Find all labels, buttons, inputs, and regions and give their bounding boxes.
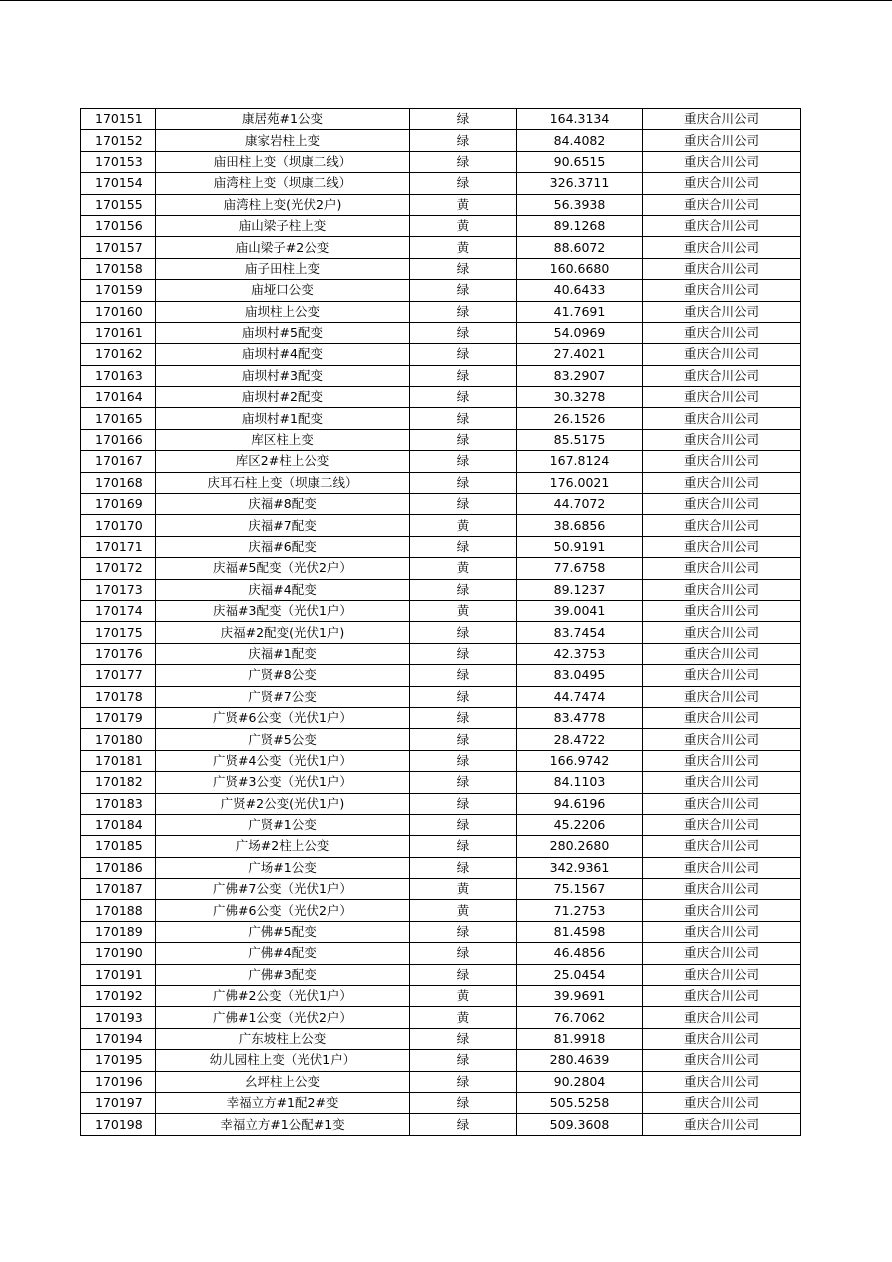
- row-id-cell: 170191: [81, 964, 156, 985]
- row-id-cell: 170170: [81, 515, 156, 536]
- status-cell: 黄: [410, 215, 517, 236]
- table-row: [81, 814, 801, 835]
- station-name-cell: 庆福#3配变（光伏1户）: [156, 600, 410, 621]
- table-row: [81, 322, 801, 343]
- company-cell: 重庆合川公司: [643, 750, 801, 771]
- row-id-cell: 170174: [81, 600, 156, 621]
- station-name-cell: 幸福立方#1公配#1变: [156, 1114, 410, 1135]
- value-cell: 505.5258: [517, 1092, 643, 1113]
- company-cell: 重庆合川公司: [643, 1050, 801, 1071]
- station-name-cell: 广贤#3公变（光伏1户）: [156, 772, 410, 793]
- value-cell: 326.3711: [517, 173, 643, 194]
- value-cell: 83.0495: [517, 665, 643, 686]
- row-id-cell: 170165: [81, 408, 156, 429]
- value-cell: 30.3278: [517, 387, 643, 408]
- value-cell: 81.9918: [517, 1028, 643, 1049]
- table-row: [81, 130, 801, 151]
- row-id-cell: 170179: [81, 707, 156, 728]
- status-cell: 绿: [410, 130, 517, 151]
- company-cell: 重庆合川公司: [643, 686, 801, 707]
- station-name-cell: 庙山梁子柱上变: [156, 215, 410, 236]
- company-cell: 重庆合川公司: [643, 707, 801, 728]
- status-cell: 绿: [410, 814, 517, 835]
- table-row: [81, 365, 801, 386]
- table-row: [81, 387, 801, 408]
- company-cell: 重庆合川公司: [643, 365, 801, 386]
- table-row: [81, 986, 801, 1007]
- row-id-cell: 170197: [81, 1092, 156, 1113]
- row-id-cell: 170157: [81, 237, 156, 258]
- company-cell: 重庆合川公司: [643, 879, 801, 900]
- table-row: [81, 472, 801, 493]
- row-id-cell: 170161: [81, 322, 156, 343]
- row-id-cell: 170195: [81, 1050, 156, 1071]
- company-cell: 重庆合川公司: [643, 579, 801, 600]
- station-name-cell: 广佛#3配变: [156, 964, 410, 985]
- table-row: [81, 1071, 801, 1092]
- status-cell: 绿: [410, 622, 517, 643]
- row-id-cell: 170184: [81, 814, 156, 835]
- table-row: [81, 515, 801, 536]
- value-cell: 89.1237: [517, 579, 643, 600]
- value-cell: 83.4778: [517, 707, 643, 728]
- company-cell: 重庆合川公司: [643, 814, 801, 835]
- row-id-cell: 170169: [81, 494, 156, 515]
- row-id-cell: 170183: [81, 793, 156, 814]
- company-cell: 重庆合川公司: [643, 558, 801, 579]
- table-row: [81, 1092, 801, 1113]
- row-id-cell: 170162: [81, 344, 156, 365]
- company-cell: 重庆合川公司: [643, 237, 801, 258]
- transformer-table: [80, 108, 801, 1136]
- row-id-cell: 170171: [81, 536, 156, 557]
- company-cell: 重庆合川公司: [643, 408, 801, 429]
- row-id-cell: 170190: [81, 943, 156, 964]
- company-cell: 重庆合川公司: [643, 536, 801, 557]
- status-cell: 黄: [410, 986, 517, 1007]
- table-row: [81, 558, 801, 579]
- row-id-cell: 170167: [81, 451, 156, 472]
- company-cell: 重庆合川公司: [643, 472, 801, 493]
- station-name-cell: 庆福#7配变: [156, 515, 410, 536]
- company-cell: 重庆合川公司: [643, 600, 801, 621]
- table-row: [81, 215, 801, 236]
- station-name-cell: 广场#1公变: [156, 857, 410, 878]
- station-name-cell: 广贤#7公变: [156, 686, 410, 707]
- row-id-cell: 170155: [81, 194, 156, 215]
- status-cell: 绿: [410, 151, 517, 172]
- status-cell: 绿: [410, 943, 517, 964]
- value-cell: 77.6758: [517, 558, 643, 579]
- status-cell: 黄: [410, 600, 517, 621]
- station-name-cell: 庆耳石柱上变（坝康二线）: [156, 472, 410, 493]
- status-cell: 绿: [410, 322, 517, 343]
- company-cell: 重庆合川公司: [643, 344, 801, 365]
- station-name-cell: 庙坝村#1配变: [156, 408, 410, 429]
- value-cell: 167.8124: [517, 451, 643, 472]
- row-id-cell: 170188: [81, 900, 156, 921]
- table-row: [81, 194, 801, 215]
- company-cell: 重庆合川公司: [643, 151, 801, 172]
- station-name-cell: 广佛#6公变（光伏2户）: [156, 900, 410, 921]
- company-cell: 重庆合川公司: [643, 215, 801, 236]
- station-name-cell: 广场#2柱上公变: [156, 836, 410, 857]
- station-name-cell: 庙湾柱上变(光伏2户): [156, 194, 410, 215]
- value-cell: 342.9361: [517, 857, 643, 878]
- station-name-cell: 庙湾柱上变（坝康二线）: [156, 173, 410, 194]
- station-name-cell: 庙垭口公变: [156, 280, 410, 301]
- status-cell: 绿: [410, 686, 517, 707]
- row-id-cell: 170172: [81, 558, 156, 579]
- row-id-cell: 170168: [81, 472, 156, 493]
- station-name-cell: 庆福#5配变（光伏2户）: [156, 558, 410, 579]
- value-cell: 42.3753: [517, 643, 643, 664]
- station-name-cell: 康居苑#1公变: [156, 109, 410, 130]
- table-row: [81, 258, 801, 279]
- station-name-cell: 广佛#5配变: [156, 921, 410, 942]
- table-row: [81, 151, 801, 172]
- value-cell: 26.1526: [517, 408, 643, 429]
- station-name-cell: 庙山梁子#2公变: [156, 237, 410, 258]
- row-id-cell: 170182: [81, 772, 156, 793]
- table-row: [81, 301, 801, 322]
- value-cell: 83.7454: [517, 622, 643, 643]
- table-row: [81, 622, 801, 643]
- station-name-cell: 庆福#1配变: [156, 643, 410, 664]
- status-cell: 黄: [410, 194, 517, 215]
- value-cell: 44.7072: [517, 494, 643, 515]
- page-top-border: [0, 0, 892, 1]
- company-cell: 重庆合川公司: [643, 1092, 801, 1113]
- station-name-cell: 庙子田柱上变: [156, 258, 410, 279]
- station-name-cell: 广贤#5公变: [156, 729, 410, 750]
- table-row: [81, 900, 801, 921]
- station-name-cell: 庙坝村#4配变: [156, 344, 410, 365]
- station-name-cell: 广贤#4公变（光伏1户）: [156, 750, 410, 771]
- table-row: [81, 536, 801, 557]
- table-body: [81, 109, 801, 1136]
- table-row: [81, 600, 801, 621]
- company-cell: 重庆合川公司: [643, 387, 801, 408]
- status-cell: 绿: [410, 772, 517, 793]
- status-cell: 绿: [410, 301, 517, 322]
- table-row: [81, 750, 801, 771]
- table-row: [81, 665, 801, 686]
- table-row: [81, 579, 801, 600]
- table-row: [81, 964, 801, 985]
- row-id-cell: 170181: [81, 750, 156, 771]
- table-row: [81, 451, 801, 472]
- company-cell: 重庆合川公司: [643, 1028, 801, 1049]
- company-cell: 重庆合川公司: [643, 1007, 801, 1028]
- value-cell: 50.9191: [517, 536, 643, 557]
- status-cell: 绿: [410, 365, 517, 386]
- company-cell: 重庆合川公司: [643, 900, 801, 921]
- table-row: [81, 921, 801, 942]
- value-cell: 28.4722: [517, 729, 643, 750]
- row-id-cell: 170185: [81, 836, 156, 857]
- station-name-cell: 庙坝村#3配变: [156, 365, 410, 386]
- station-name-cell: 庙田柱上变（坝康二线）: [156, 151, 410, 172]
- status-cell: 绿: [410, 451, 517, 472]
- table-row: [81, 686, 801, 707]
- value-cell: 41.7691: [517, 301, 643, 322]
- row-id-cell: 170175: [81, 622, 156, 643]
- value-cell: 85.5175: [517, 429, 643, 450]
- company-cell: 重庆合川公司: [643, 109, 801, 130]
- company-cell: 重庆合川公司: [643, 515, 801, 536]
- station-name-cell: 庆福#4配变: [156, 579, 410, 600]
- company-cell: 重庆合川公司: [643, 322, 801, 343]
- station-name-cell: 广东坡柱上公变: [156, 1028, 410, 1049]
- status-cell: 绿: [410, 536, 517, 557]
- company-cell: 重庆合川公司: [643, 194, 801, 215]
- row-id-cell: 170178: [81, 686, 156, 707]
- station-name-cell: 广贤#1公变: [156, 814, 410, 835]
- status-cell: 黄: [410, 237, 517, 258]
- value-cell: 280.4639: [517, 1050, 643, 1071]
- value-cell: 166.9742: [517, 750, 643, 771]
- status-cell: 绿: [410, 472, 517, 493]
- value-cell: 84.1103: [517, 772, 643, 793]
- value-cell: 56.3938: [517, 194, 643, 215]
- status-cell: 绿: [410, 429, 517, 450]
- value-cell: 176.0021: [517, 472, 643, 493]
- table-row: [81, 793, 801, 814]
- company-cell: 重庆合川公司: [643, 964, 801, 985]
- status-cell: 黄: [410, 515, 517, 536]
- value-cell: 89.1268: [517, 215, 643, 236]
- value-cell: 84.4082: [517, 130, 643, 151]
- station-name-cell: 庆福#6配变: [156, 536, 410, 557]
- company-cell: 重庆合川公司: [643, 986, 801, 1007]
- status-cell: 绿: [410, 857, 517, 878]
- value-cell: 46.4856: [517, 943, 643, 964]
- row-id-cell: 170194: [81, 1028, 156, 1049]
- table-row: [81, 408, 801, 429]
- row-id-cell: 170163: [81, 365, 156, 386]
- value-cell: 88.6072: [517, 237, 643, 258]
- status-cell: 绿: [410, 793, 517, 814]
- company-cell: 重庆合川公司: [643, 772, 801, 793]
- station-name-cell: 广佛#1公变（光伏2户）: [156, 1007, 410, 1028]
- status-cell: 黄: [410, 1007, 517, 1028]
- company-cell: 重庆合川公司: [643, 729, 801, 750]
- status-cell: 绿: [410, 494, 517, 515]
- value-cell: 44.7474: [517, 686, 643, 707]
- station-name-cell: 庙坝柱上公变: [156, 301, 410, 322]
- row-id-cell: 170177: [81, 665, 156, 686]
- table-row: [81, 494, 801, 515]
- table-row: [81, 1007, 801, 1028]
- row-id-cell: 170152: [81, 130, 156, 151]
- company-cell: 重庆合川公司: [643, 258, 801, 279]
- company-cell: 重庆合川公司: [643, 429, 801, 450]
- value-cell: 76.7062: [517, 1007, 643, 1028]
- company-cell: 重庆合川公司: [643, 1071, 801, 1092]
- company-cell: 重庆合川公司: [643, 793, 801, 814]
- company-cell: 重庆合川公司: [643, 665, 801, 686]
- value-cell: 160.6680: [517, 258, 643, 279]
- row-id-cell: 170189: [81, 921, 156, 942]
- status-cell: 绿: [410, 665, 517, 686]
- status-cell: 绿: [410, 280, 517, 301]
- row-id-cell: 170187: [81, 879, 156, 900]
- station-name-cell: 广佛#7公变（光伏1户）: [156, 879, 410, 900]
- status-cell: 绿: [410, 1092, 517, 1113]
- table-row: [81, 836, 801, 857]
- station-name-cell: 康家岩柱上变: [156, 130, 410, 151]
- station-name-cell: 广贤#2公变(光伏1户): [156, 793, 410, 814]
- row-id-cell: 170160: [81, 301, 156, 322]
- station-name-cell: 庆福#2配变(光伏1户): [156, 622, 410, 643]
- row-id-cell: 170173: [81, 579, 156, 600]
- value-cell: 40.6433: [517, 280, 643, 301]
- status-cell: 绿: [410, 964, 517, 985]
- row-id-cell: 170159: [81, 280, 156, 301]
- status-cell: 绿: [410, 1071, 517, 1092]
- row-id-cell: 170193: [81, 1007, 156, 1028]
- station-name-cell: 幺坪柱上公变: [156, 1071, 410, 1092]
- value-cell: 164.3134: [517, 109, 643, 130]
- station-name-cell: 庙坝村#2配变: [156, 387, 410, 408]
- table-row: [81, 344, 801, 365]
- value-cell: 81.4598: [517, 921, 643, 942]
- row-id-cell: 170198: [81, 1114, 156, 1135]
- status-cell: 绿: [410, 387, 517, 408]
- row-id-cell: 170164: [81, 387, 156, 408]
- status-cell: 绿: [410, 643, 517, 664]
- table-row: [81, 173, 801, 194]
- table-row: [81, 1028, 801, 1049]
- value-cell: 45.2206: [517, 814, 643, 835]
- status-cell: 绿: [410, 173, 517, 194]
- company-cell: 重庆合川公司: [643, 622, 801, 643]
- row-id-cell: 170158: [81, 258, 156, 279]
- company-cell: 重庆合川公司: [643, 130, 801, 151]
- table-row: [81, 109, 801, 130]
- station-name-cell: 庙坝村#5配变: [156, 322, 410, 343]
- value-cell: 509.3608: [517, 1114, 643, 1135]
- company-cell: 重庆合川公司: [643, 921, 801, 942]
- station-name-cell: 庆福#8配变: [156, 494, 410, 515]
- status-cell: 黄: [410, 558, 517, 579]
- station-name-cell: 幼儿园柱上变（光伏1户）: [156, 1050, 410, 1071]
- company-cell: 重庆合川公司: [643, 494, 801, 515]
- status-cell: 绿: [410, 344, 517, 365]
- row-id-cell: 170186: [81, 857, 156, 878]
- table-row: [81, 237, 801, 258]
- table-row: [81, 943, 801, 964]
- row-id-cell: 170196: [81, 1071, 156, 1092]
- table-row: [81, 1050, 801, 1071]
- row-id-cell: 170176: [81, 643, 156, 664]
- status-cell: 绿: [410, 109, 517, 130]
- table-row: [81, 643, 801, 664]
- value-cell: 27.4021: [517, 344, 643, 365]
- row-id-cell: 170154: [81, 173, 156, 194]
- value-cell: 39.9691: [517, 986, 643, 1007]
- status-cell: 绿: [410, 579, 517, 600]
- status-cell: 绿: [410, 1114, 517, 1135]
- company-cell: 重庆合川公司: [643, 857, 801, 878]
- status-cell: 绿: [410, 729, 517, 750]
- company-cell: 重庆合川公司: [643, 943, 801, 964]
- company-cell: 重庆合川公司: [643, 280, 801, 301]
- value-cell: 90.6515: [517, 151, 643, 172]
- station-name-cell: 幸福立方#1配2#变: [156, 1092, 410, 1113]
- row-id-cell: 170192: [81, 986, 156, 1007]
- value-cell: 25.0454: [517, 964, 643, 985]
- company-cell: 重庆合川公司: [643, 451, 801, 472]
- value-cell: 71.2753: [517, 900, 643, 921]
- value-cell: 39.0041: [517, 600, 643, 621]
- company-cell: 重庆合川公司: [643, 643, 801, 664]
- station-name-cell: 广佛#4配变: [156, 943, 410, 964]
- row-id-cell: 170151: [81, 109, 156, 130]
- company-cell: 重庆合川公司: [643, 1114, 801, 1135]
- status-cell: 黄: [410, 900, 517, 921]
- row-id-cell: 170153: [81, 151, 156, 172]
- status-cell: 绿: [410, 707, 517, 728]
- company-cell: 重庆合川公司: [643, 173, 801, 194]
- table-row: [81, 857, 801, 878]
- status-cell: 绿: [410, 408, 517, 429]
- table-row: [81, 280, 801, 301]
- company-cell: 重庆合川公司: [643, 836, 801, 857]
- station-name-cell: 广贤#8公变: [156, 665, 410, 686]
- station-name-cell: 库区2#柱上公变: [156, 451, 410, 472]
- station-name-cell: 广佛#2公变（光伏1户）: [156, 986, 410, 1007]
- status-cell: 绿: [410, 1050, 517, 1071]
- status-cell: 绿: [410, 258, 517, 279]
- company-cell: 重庆合川公司: [643, 301, 801, 322]
- value-cell: 90.2804: [517, 1071, 643, 1092]
- value-cell: 54.0969: [517, 322, 643, 343]
- row-id-cell: 170166: [81, 429, 156, 450]
- table-row: [81, 729, 801, 750]
- row-id-cell: 170156: [81, 215, 156, 236]
- station-name-cell: 广贤#6公变（光伏1户）: [156, 707, 410, 728]
- value-cell: 83.2907: [517, 365, 643, 386]
- table-row: [81, 879, 801, 900]
- value-cell: 94.6196: [517, 793, 643, 814]
- table-row: [81, 1114, 801, 1135]
- status-cell: 绿: [410, 750, 517, 771]
- table-row: [81, 707, 801, 728]
- status-cell: 绿: [410, 921, 517, 942]
- status-cell: 绿: [410, 1028, 517, 1049]
- status-cell: 绿: [410, 836, 517, 857]
- row-id-cell: 170180: [81, 729, 156, 750]
- value-cell: 75.1567: [517, 879, 643, 900]
- status-cell: 黄: [410, 879, 517, 900]
- table-row: [81, 429, 801, 450]
- table-row: [81, 772, 801, 793]
- station-name-cell: 库区柱上变: [156, 429, 410, 450]
- value-cell: 280.2680: [517, 836, 643, 857]
- value-cell: 38.6856: [517, 515, 643, 536]
